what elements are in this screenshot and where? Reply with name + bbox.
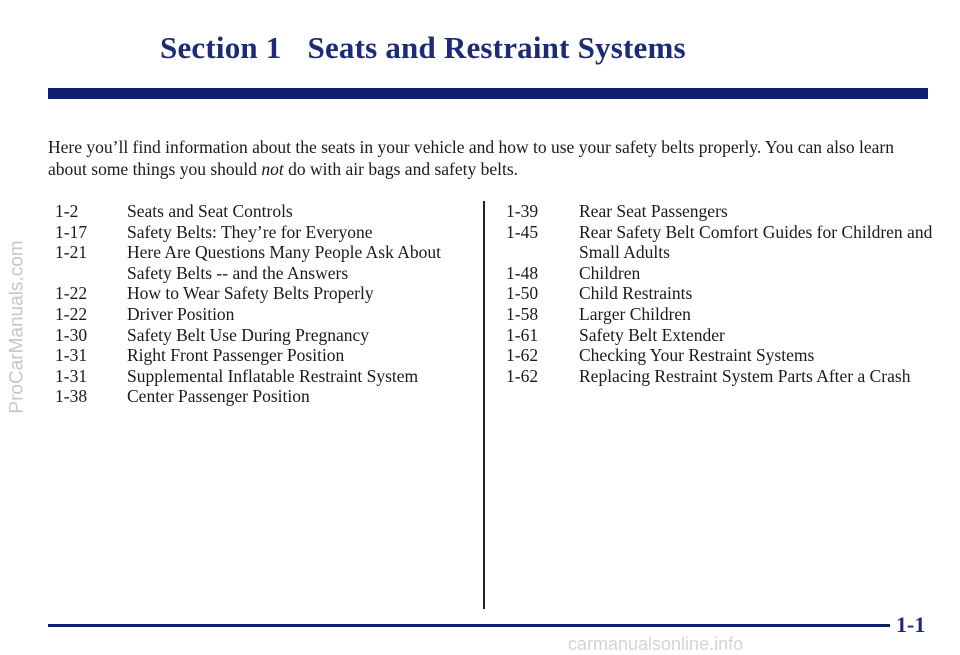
entry-page: 1-61	[506, 324, 539, 345]
footer-watermark: carmanualsonline.info	[568, 634, 744, 654]
contents-entry[interactable]	[55, 325, 475, 346]
entry-title: Center Passenger Position	[127, 386, 310, 407]
entry-title: Right Front Passenger Position	[127, 345, 345, 366]
contents-entry[interactable]	[55, 304, 475, 325]
contents-entry[interactable]	[506, 201, 936, 222]
contents-entry[interactable]	[506, 304, 936, 325]
entry-title: Driver Position	[127, 303, 235, 324]
contents-entry[interactable]	[55, 283, 475, 304]
contents-entry[interactable]	[55, 242, 475, 283]
entry-title: Rear Safety Belt Comfort Guides for Children and Small Adults	[579, 221, 933, 263]
entry-page: 1-2	[55, 201, 79, 221]
contents-entry[interactable]	[506, 222, 936, 263]
contents-right-column	[506, 201, 936, 386]
entry-page: 1-38	[55, 386, 88, 407]
entry-title: Here Are Questions Many People Ask About Safety Belts -- and the Answers	[127, 242, 441, 283]
contents-entry[interactable]	[506, 283, 936, 304]
contents-entry[interactable]	[506, 263, 936, 284]
entry-page: 1-39	[506, 201, 539, 221]
contents-entry[interactable]	[55, 201, 475, 222]
entry-page: 1-31	[55, 365, 88, 386]
entry-title: Larger Children	[579, 303, 691, 324]
entry-title: Replacing Restraint System Parts After a Crash	[579, 365, 911, 386]
entry-page: 1-48	[506, 262, 539, 283]
section-name: Seats and Restraint Systems	[307, 30, 686, 65]
footer-rule	[48, 624, 890, 627]
entry-page: 1-50	[506, 283, 539, 304]
entry-page: 1-22	[55, 303, 88, 324]
entry-page: 1-62	[506, 365, 539, 386]
contents-entry[interactable]	[506, 345, 936, 366]
intro-emphasis: not	[261, 159, 284, 179]
entry-title: Supplemental Inflatable Restraint System	[127, 365, 419, 386]
entry-page: 1-31	[55, 345, 88, 366]
entry-page: 1-21	[55, 242, 88, 263]
entry-title: Rear Seat Passengers	[579, 201, 728, 221]
entry-title: Safety Belt Use During Pregnancy	[127, 324, 370, 345]
column-divider	[483, 201, 485, 609]
entry-page: 1-22	[55, 283, 88, 304]
contents-entry[interactable]	[55, 222, 475, 243]
entry-page: 1-17	[55, 221, 88, 242]
side-watermark	[0, 0, 36, 653]
entry-page: 1-45	[506, 221, 539, 242]
entry-page: 1-62	[506, 345, 539, 366]
section-label: Section 1	[160, 30, 282, 65]
intro-text-end: do with air bags and safety belts.	[283, 159, 519, 179]
section-title	[160, 30, 686, 66]
page-number: 1-1	[896, 612, 926, 637]
contents-entry[interactable]	[55, 386, 475, 407]
contents-entry[interactable]	[55, 366, 475, 387]
title-rule	[48, 88, 928, 99]
entry-title: Safety Belt Extender	[579, 324, 725, 345]
entry-title: Checking Your Restraint Systems	[579, 345, 815, 366]
contents-entry[interactable]	[506, 325, 936, 346]
contents-entry[interactable]	[506, 366, 936, 387]
entry-title: Safety Belts: They’re for Everyone	[127, 221, 373, 242]
entry-page: 1-58	[506, 303, 539, 324]
contents-left-column	[55, 201, 475, 407]
side-watermark-text: ProCarManuals.com	[7, 239, 29, 414]
entry-title: How to Wear Safety Belts Properly	[127, 283, 374, 304]
entry-title: Seats and Seat Controls	[127, 201, 293, 221]
entry-page: 1-30	[55, 324, 88, 345]
intro-paragraph	[48, 136, 928, 180]
entry-title: Child Restraints	[579, 283, 693, 304]
entry-title: Children	[579, 262, 641, 283]
intro-text-start: Here you’ll find information about the seats in your vehicle and how to use your safety belts properly. You can also learn about some things you should	[48, 137, 894, 179]
contents-entry[interactable]	[55, 345, 475, 366]
